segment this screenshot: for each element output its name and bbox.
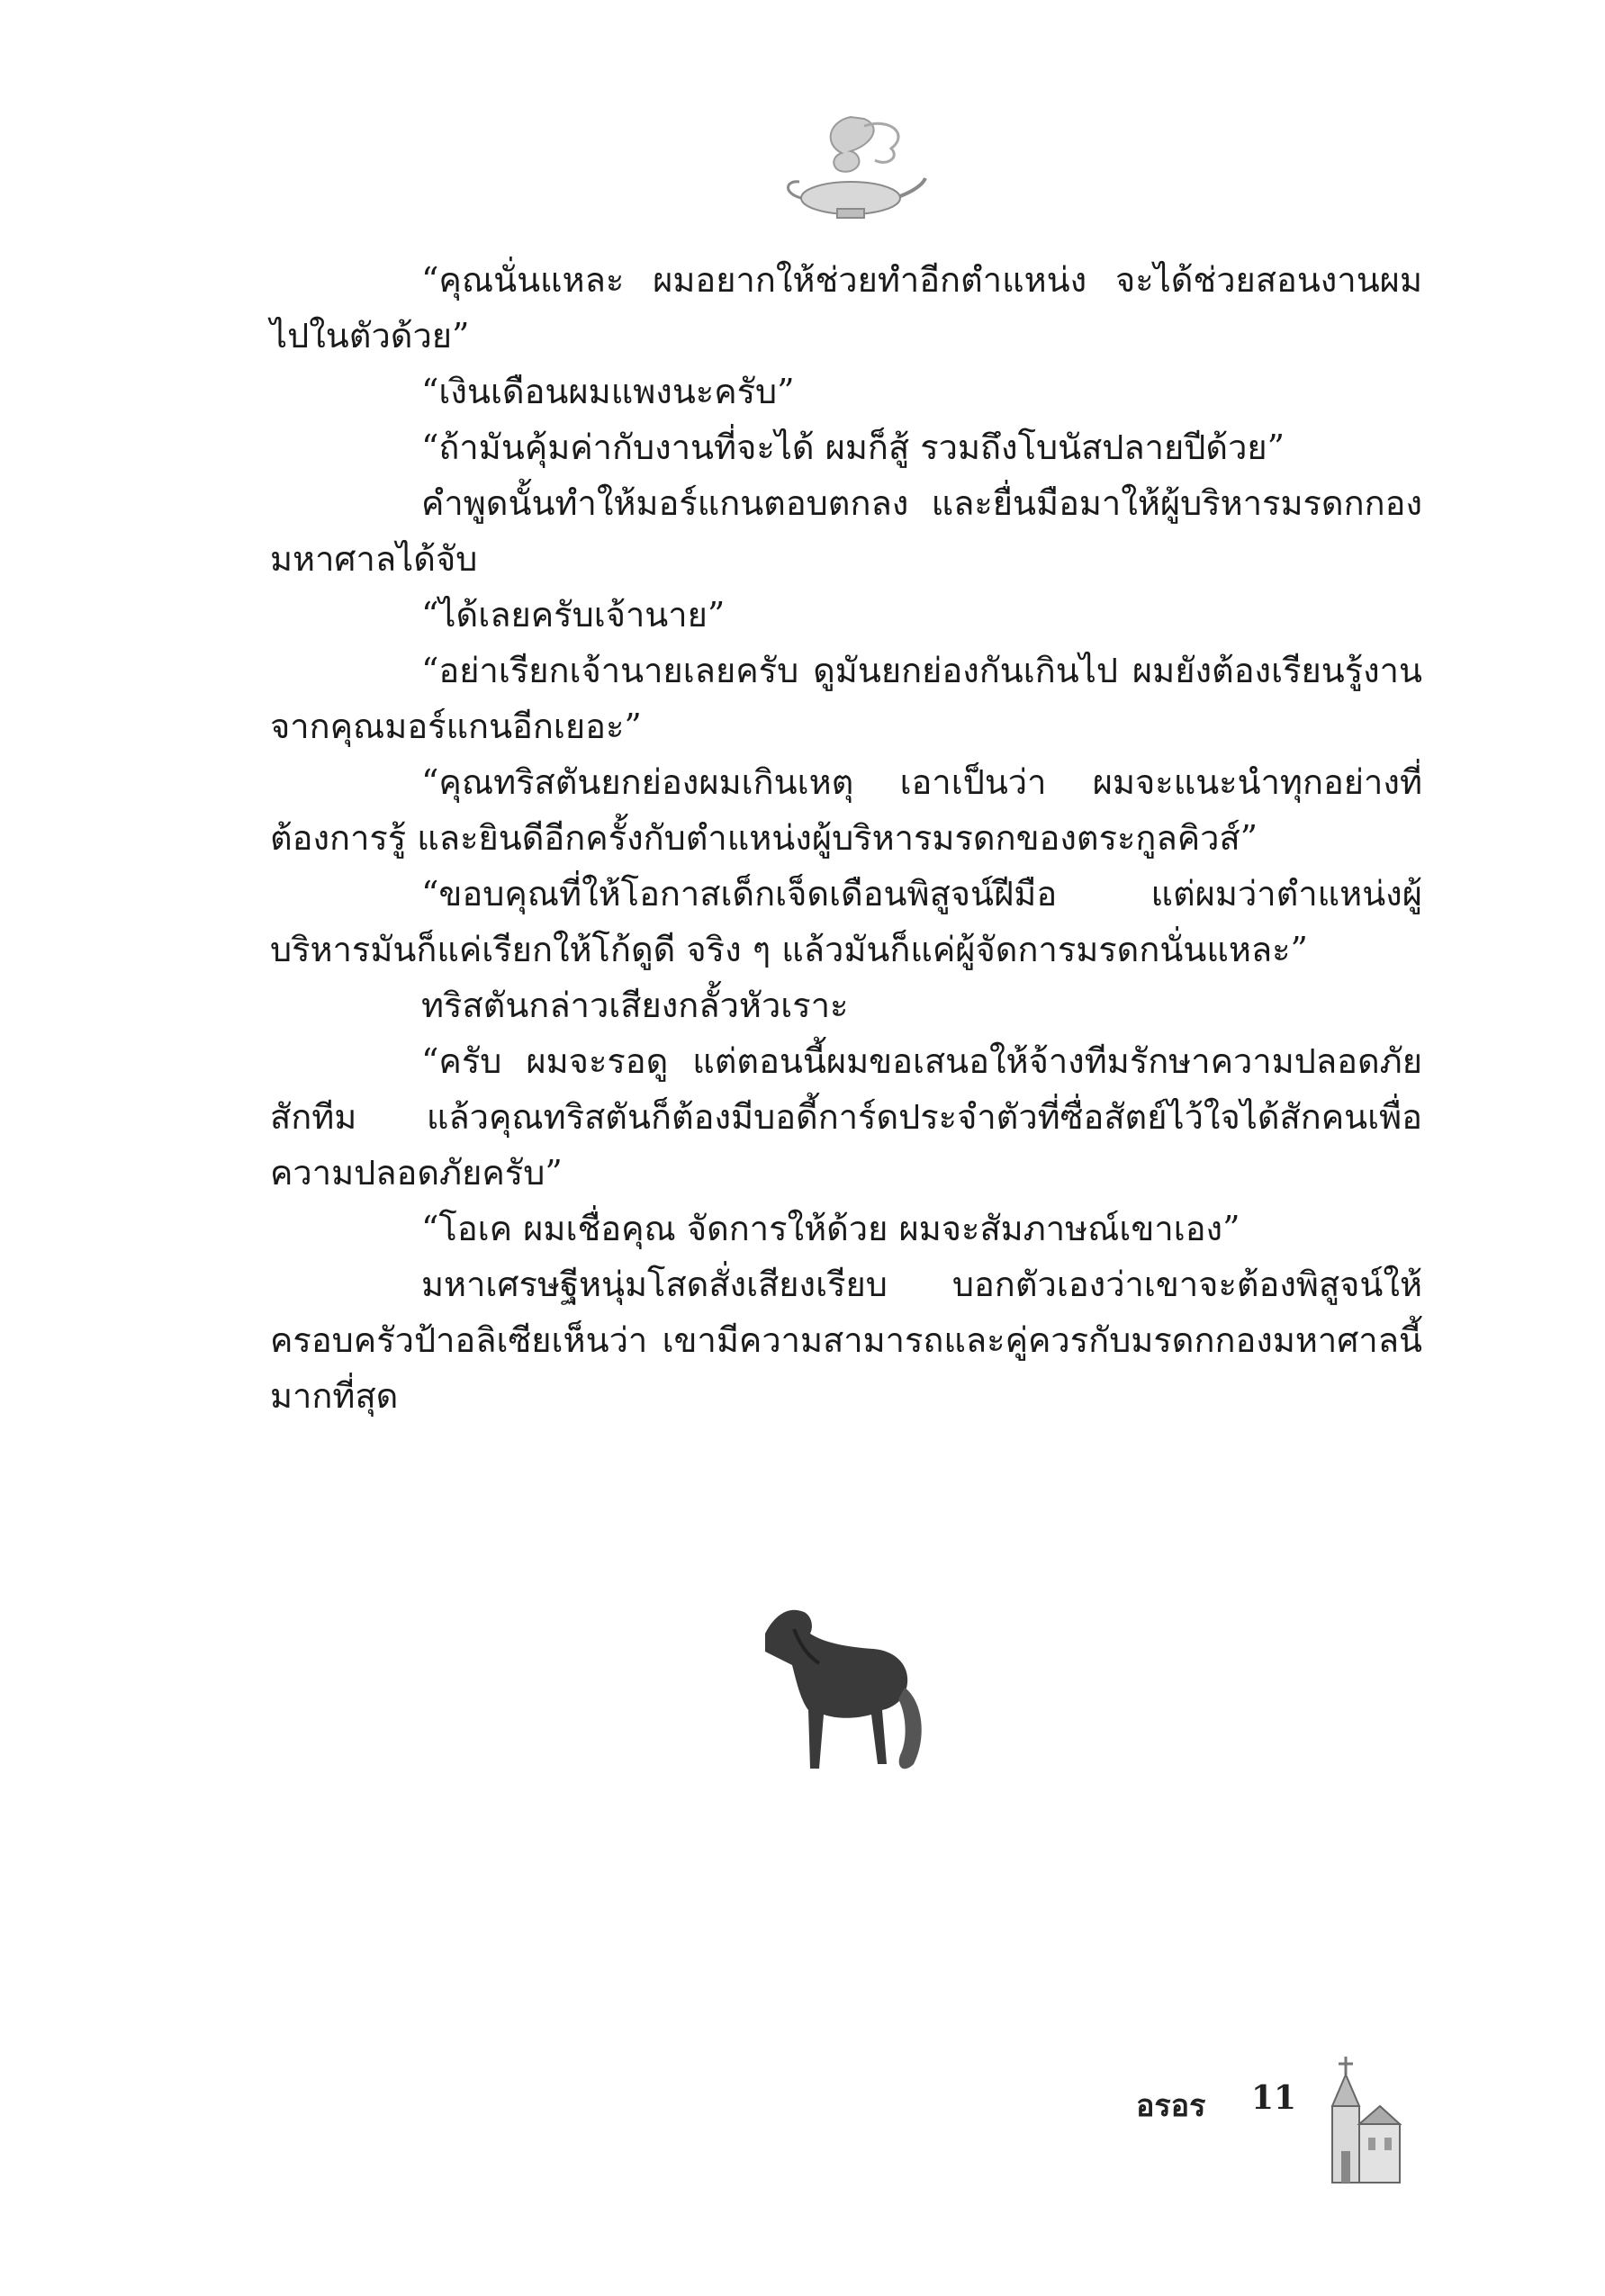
genie-lamp-icon [774,108,927,234]
footer-title: อรอร [1136,2088,1206,2124]
paragraph: “ครับ ผมจะรอดู แต่ตอนนี้ผมขอเสนอให้จ้างทีมรักษาความปลอดภัยสักทีม แล้วคุณทริสตันก็ต้องมีบอดี้การ์ดประจำตัวที่ซื่อสัตย์ไว้ใจได้สักคนเพื่อความปลอดภัยครับ” [270,1041,1422,1193]
body-text [270,252,1422,1424]
paragraph: มหาเศรษฐีหนุ่มโสดสั่งเสียงเรียบ บอกตัวเองว่าเขาจะต้องพิสูจน์ให้ครอบครัวป้าอลิเซียเห็นว่า เขามีความสามารถและคู่ควรกับมรดกกองมหาศาลนี้มากที่สุด [270,1265,1422,1416]
paragraph: “อย่าเรียกเจ้านายเลยครับ ดูมันยกย่องกันเกินไป ผมยังต้องเรียนรู้งานจากคุณมอร์แกนอีกเยอะ” [270,651,1422,746]
paragraph: “เงินเดือนผมแพงนะครับ” [421,372,795,411]
church-icon [1310,2052,1409,2187]
paragraph: “ขอบคุณที่ให้โอกาสเด็กเจ็ดเดือนพิสูจน์ฝีมือ แต่ผมว่าตำแหน่งผู้บริหารมันก็แค่เรียกให้โก้ดูดี จริง ๆ แล้วมันก็แค่ผู้จัดการมรดกนั่นแหละ” [270,874,1422,969]
page-number: 11 [1251,2079,1297,2117]
paragraph: “ได้เลยครับเจ้านาย” [421,595,726,635]
paragraph: “คุณทริสตันยกย่องผมเกินเหตุ เอาเป็นว่า ผมจะแนะนำทุกอย่างที่ต้องการรู้ และยินดีอีกครั้งกับตำแหน่งผู้บริหารมรดกของตระกูลคิวส์” [270,762,1422,858]
paragraph: “ถ้ามันคุ้มค่ากับงานที่จะได้ ผมก็สู้ รวมถึงโบนัสปลายปีด้วย” [421,428,1285,467]
paragraph: คำพูดนั้นทำให้มอร์แกนตอบตกลง และยื่นมือมาให้ผู้บริหารมรดกกองมหาศาลได้จับ [270,483,1422,579]
paragraph: ทริสตันกล่าวเสียงกลั้วหัวเราะ [421,986,849,1025]
paragraph: “โอเค ผมเชื่อคุณ จัดการให้ด้วย ผมจะสัมภาษณ์เขาเอง” [421,1209,1240,1248]
paragraph: “คุณนั่นแหละ ผมอยากให้ช่วยทำอีกตำแหน่ง จะได้ช่วยสอนงานผมไปในตัวด้วย” [270,260,1422,356]
horse-icon [738,1593,936,1782]
page-footer [0,2061,1605,2205]
